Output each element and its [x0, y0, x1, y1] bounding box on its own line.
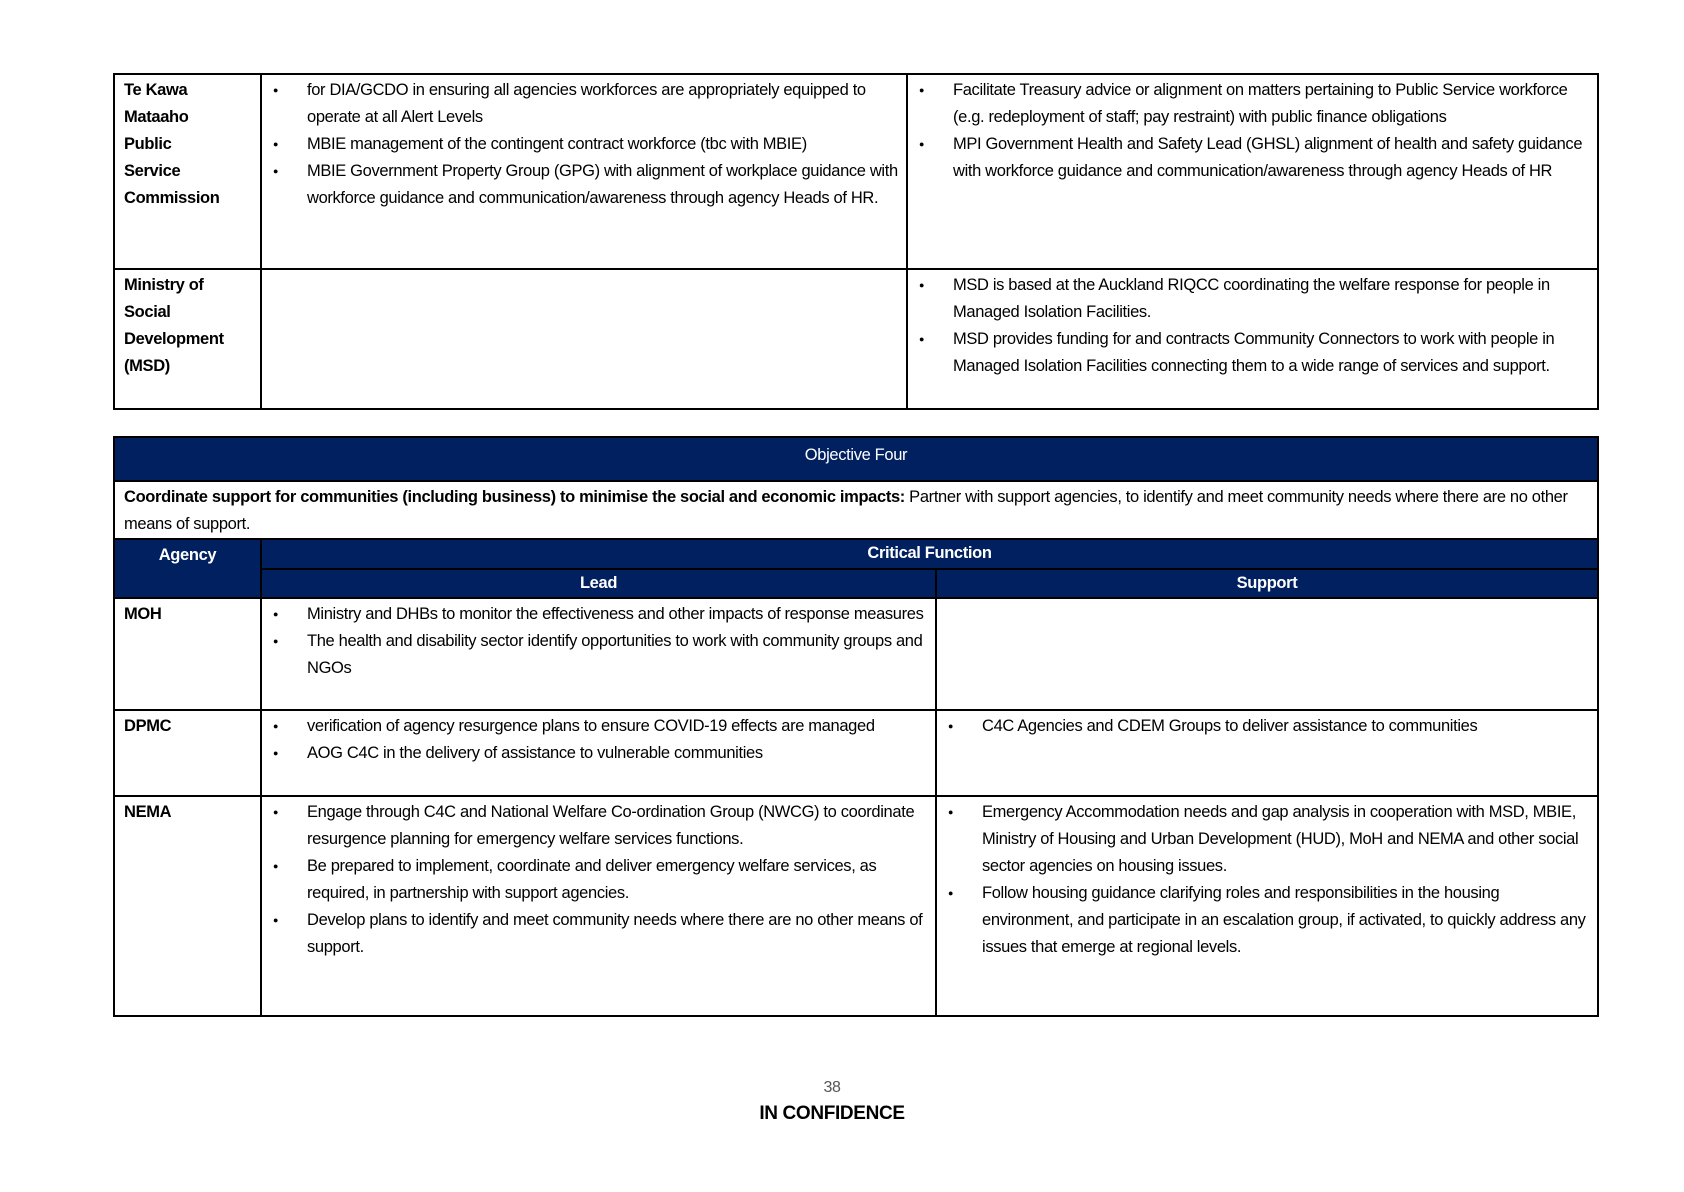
list-item: ● Develop plans to identify and meet community needs where there are no other means of support. — [307, 907, 927, 961]
lead-cell — [261, 269, 907, 409]
objective-title: Objective Four — [114, 437, 1598, 481]
objective-text: Partner with support agencies, to identify and meet community needs where there are no other means of support. — [124, 488, 1568, 533]
agency-cell: MOH — [114, 598, 261, 710]
list-item: ● MBIE management of the contingent contract workforce (tbc with MBIE) — [307, 131, 898, 158]
list-item: ● MSD is based at the Auckland RIQCC coordinating the welfare response for people in Managed Isolation Facilities. — [953, 272, 1589, 326]
lead-cell — [261, 74, 907, 269]
agency-header: Agency — [114, 539, 261, 598]
support-cell — [936, 710, 1598, 796]
support-cell — [907, 269, 1598, 409]
list-item: ● Follow housing guidance clarifying roles and responsibilities in the housing environment, and participate in an escalation group, if activated, to quickly address any issues that emerge at regional levels. — [982, 880, 1589, 961]
list-item: ● AOG C4C in the delivery of assistance to vulnerable communities — [307, 740, 927, 767]
table-row — [114, 796, 1598, 1016]
classification-label: IN CONFIDENCE — [759, 1103, 905, 1124]
support-cell — [936, 598, 1598, 710]
lead-header: Lead — [261, 569, 936, 598]
list-item: ● Facilitate Treasury advice or alignment on matters pertaining to Public Service workforce (e.g. redeployment of staff; pay restraint) with public finance obligations — [953, 77, 1589, 131]
lead-cell — [261, 796, 936, 1016]
list-item: ● Be prepared to implement, coordinate and deliver emergency welfare services, as required, in partnership with support agencies. — [307, 853, 927, 907]
list-item: ● Ministry and DHBs to monitor the effectiveness and other impacts of response measures — [307, 601, 927, 628]
table-row — [114, 710, 1598, 796]
objective-description — [114, 481, 1598, 539]
lead-cell — [261, 710, 936, 796]
list-item: ● The health and disability sector identify opportunities to work with community groups and NGOs — [307, 628, 927, 682]
table-row — [114, 269, 1598, 409]
agency-table-continued — [113, 73, 1599, 410]
objective-four-table — [113, 436, 1599, 1017]
list-item: ● Emergency Accommodation needs and gap analysis in cooperation with MSD, MBIE, Ministry of Housing and Urban Development (HUD), MoH and NEMA and other social sector agencies on housing issues. — [982, 799, 1589, 880]
support-cell — [907, 74, 1598, 269]
support-header: Support — [936, 569, 1598, 598]
list-item: ● verification of agency resurgence plans to ensure COVID-19 effects are managed — [307, 713, 927, 740]
table-row — [114, 74, 1598, 269]
critical-function-header: Critical Function — [261, 539, 1598, 569]
agency-cell: DPMC — [114, 710, 261, 796]
agency-cell: Te Kawa Mataaho Public Service Commission — [114, 74, 261, 269]
agency-cell: NEMA — [114, 796, 261, 1016]
list-item: ● MPI Government Health and Safety Lead (GHSL) alignment of health and safety guidance with workforce guidance and communication/awareness through agency Heads of HR — [953, 131, 1589, 185]
table-row — [114, 598, 1598, 710]
list-item: ● MSD provides funding for and contracts Community Connectors to work with people in Managed Isolation Facilities connecting them to a wide range of services and support. — [953, 326, 1589, 380]
list-item: ● MBIE Government Property Group (GPG) with alignment of workplace guidance with workforce guidance and communication/awareness through agency Heads of HR. — [307, 158, 898, 212]
list-item: ● Engage through C4C and National Welfare Co-ordination Group (NWCG) to coordinate resurgence planning for emergency welfare services functions. — [307, 799, 927, 853]
list-item: ● C4C Agencies and CDEM Groups to deliver assistance to communities — [982, 713, 1589, 740]
lead-cell — [261, 598, 936, 710]
page-number: 38 — [823, 1079, 841, 1096]
support-cell — [936, 796, 1598, 1016]
objective-bold: Coordinate support for communities (including business) to minimise the social and economic impacts: — [124, 488, 905, 506]
list-item: ● for DIA/GCDO in ensuring all agencies workforces are appropriately equipped to operate at all Alert Levels — [307, 77, 898, 131]
agency-cell: Ministry of Social Development (MSD) — [114, 269, 261, 409]
